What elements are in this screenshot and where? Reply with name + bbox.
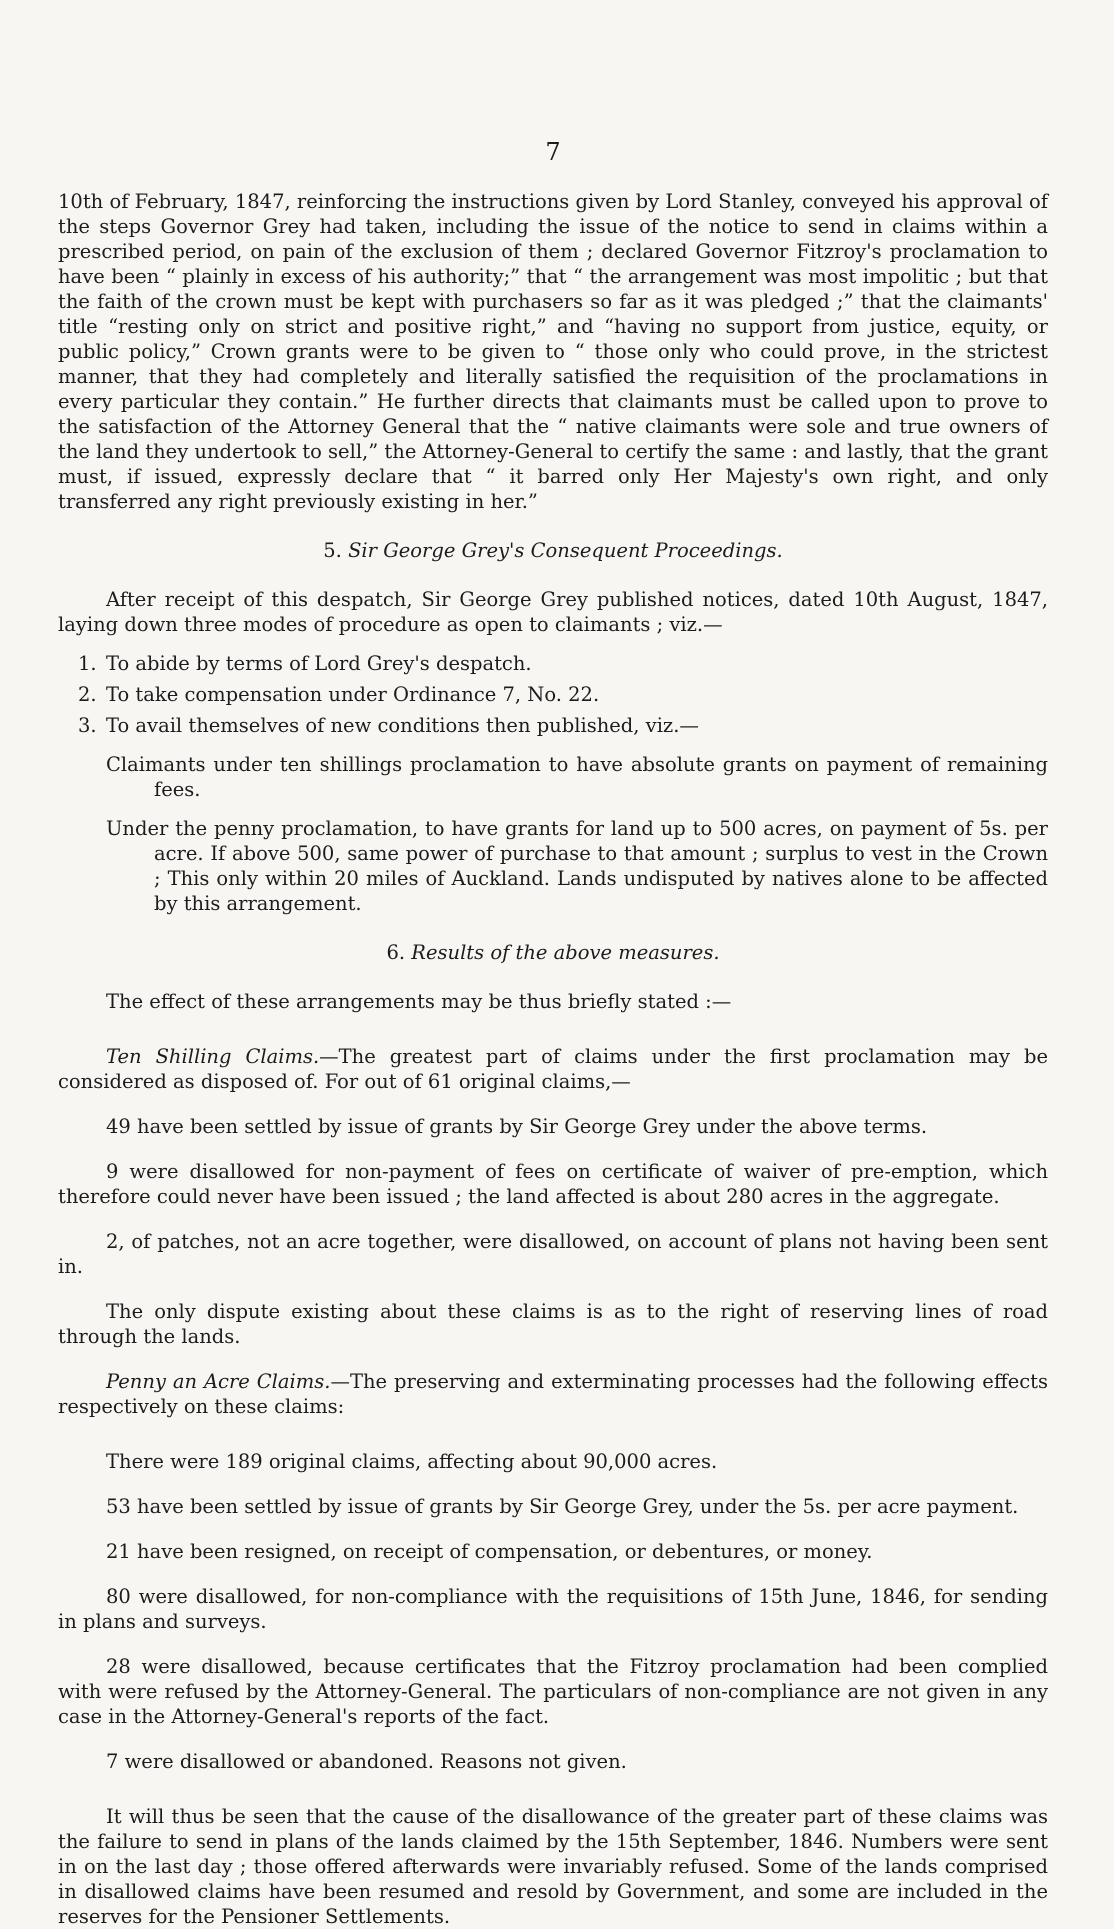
opening-paragraph: 10th of February, 1847, reinforcing the instructions given by Lord Stanley, conveyed his approval of the steps Governor Grey had taken, including the issue of the notice to send in claims within a prescribed period, on pain of the exclusion of them ; declared Governor Fitzroy's proclamation to have been “ plainly in excess of his authority;” that “ the arrangement was most impolitic ; but that the faith of the crown must be kept with purchasers so far as it was pledged ;” that the claimants' title “resting only on strict and positive right,” and “having no support from justice, equity, or public policy,” Crown grants were to be given to “ those only who could prove, in the strictest manner, that they had completely and literally satisfied the requisition of the proclamations in every particular they contain.” He further directs that claimants must be called upon to prove to the satisfaction of the Attorney General that the “ native claimants were sole and true owners of the land they undertook to sell,” the Attorney-General to certify the same : and lastly, that the grant must, if issued, expressly declare that “ it barred only Her Majesty's own right, and only transferred any right previously existing in her.” [58, 190, 1048, 513]
list-item: 2. To take compensation under Ordinance 7, No. 22. [78, 683, 600, 706]
ten-shilling-condition: Claimants under ten shillings proclamation to have absolute grants on payment of remaining fees. [106, 753, 1048, 801]
ten-shilling-label: Ten Shilling Claims. [106, 1045, 320, 1068]
list-item: 28 were disallowed, because certificates that the Fitzroy proclamation had been complied with were refused by the Attorney-General. The particulars of non-compliance are not given in any case in the Attorney-General's reports of the fact. [58, 1655, 1048, 1728]
list-item: 53 have been settled by issue of grants by Sir George Grey, under the 5s. per acre payment. [106, 1495, 1019, 1518]
list-item: The only dispute existing about these claims is as to the right of reserving lines of road through the lands. [58, 1300, 1048, 1348]
list-item: 49 have been settled by issue of grants by Sir George Grey under the above terms. [106, 1115, 928, 1138]
document-page [58, 0, 1048, 1929]
list-item: 3. To avail themselves of new conditions then published, viz.— [78, 714, 699, 737]
section-5-number: 5. [323, 539, 342, 562]
penny-acre-claims-paragraph: Penny an Acre Claims.—The preserving and exterminating processes had the following effects respectively on these claims: [58, 1370, 1048, 1418]
list-item: 21 have been resigned, on receipt of compensation, or debentures, or money. [106, 1540, 873, 1563]
list-item: 1. To abide by terms of Lord Grey's despatch. [78, 652, 532, 675]
section-5-intro: After receipt of this despatch, Sir George Grey published notices, dated 10th August, 1847, laying down three modes of procedure as open to claimants ; viz.— [58, 588, 1048, 636]
penny-condition: Under the penny proclamation, to have grants for land up to 500 acres, on payment of 5s. per acre. If above 500, same power of purchase to that amount ; surplus to vest in the Crown ; This only within 20 miles of Auckland. Lands undisputed by natives alone to be affected by this arrangement. [106, 817, 1048, 915]
list-item: There were 189 original claims, affecting about 90,000 acres. [106, 1450, 718, 1473]
ten-shilling-claims-paragraph: Ten Shilling Claims.—The greatest part of claims under the first proclamation may be considered as disposed of. For out of 61 original claims,— [58, 1045, 1049, 1093]
section-5-title: Sir George Grey's Consequent Proceedings. [348, 539, 783, 562]
section-5-heading [58, 538, 1048, 563]
section-6-intro: The effect of these arrangements may be thus briefly stated :— [106, 990, 732, 1013]
section-6-heading [58, 940, 1048, 965]
conclusion-paragraph: It will thus be seen that the cause of the disallowance of the greater part of these claims was the failure to send in plans of the lands claimed by the 15th September, 1846. Numbers were sent in on the last day ; those offered afterwards were invariably refused. Some of the lands comprised in disallowed claims have been resumed and resold by Government, and some are included in the reserves for the Pensioner Settlements. [58, 1805, 1048, 1928]
penny-acre-label: Penny an Acre Claims. [106, 1370, 331, 1393]
section-6-number: 6. [386, 941, 406, 964]
list-item: 80 were disallowed, for non-compliance with the requisitions of 15th June, 1846, for sending in plans and surveys. [58, 1585, 1048, 1633]
list-item: 9 were disallowed for non-payment of fees on certificate of waiver of pre-emption, which therefore could never have been issued ; the land affected is about 280 acres in the aggregate. [58, 1160, 1048, 1208]
list-item: 7 were disallowed or abandoned. Reasons not given. [106, 1750, 627, 1773]
section-6-title: Results of the above measures. [411, 941, 720, 964]
page-number: 7 [545, 138, 561, 166]
procedure-modes-list [58, 651, 1048, 738]
list-item: 2, of patches, not an acre together, were disallowed, on account of plans not having been sent in. [58, 1230, 1048, 1278]
